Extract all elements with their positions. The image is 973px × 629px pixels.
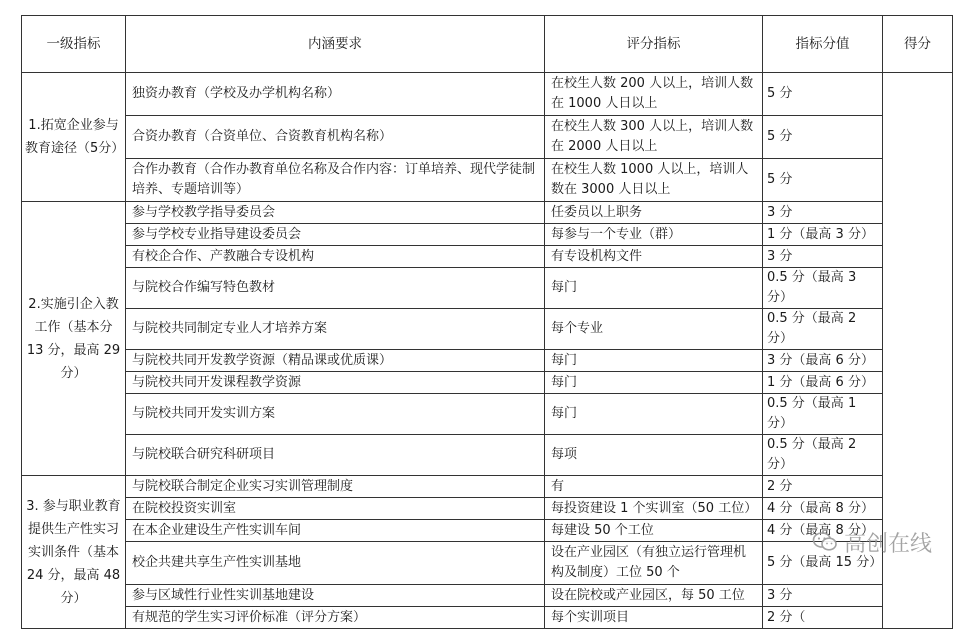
score-value-cell: 5 分	[763, 116, 883, 159]
watermark-text: 高创在线	[844, 531, 933, 557]
requirement-cell: 与院校共同制定专业人才培养方案	[126, 309, 545, 350]
score-value-cell: 1 分（最高 6 分）	[763, 372, 883, 394]
requirement-cell: 校企共建共享生产性实训基地	[126, 542, 545, 585]
score-value-cell: 3 分	[763, 585, 883, 607]
criteria-cell: 每个实训项目	[545, 607, 763, 629]
score-value-cell: 0.5 分（最高 3 分）	[763, 268, 883, 309]
category-cell: 3. 参与职业教育 提供生产性实习实训条件（基本 24 分，最高 48 分）	[22, 476, 126, 629]
score-value-cell: 3 分	[763, 246, 883, 268]
score-value-cell: 2 分	[763, 476, 883, 498]
table-row	[22, 202, 953, 224]
requirement-cell: 参与学校教学指导委员会	[126, 202, 545, 224]
evaluation-table	[21, 15, 953, 629]
table-row	[22, 520, 953, 542]
table-row	[22, 372, 953, 394]
criteria-cell: 有专设机构文件	[545, 246, 763, 268]
criteria-cell: 每投资建设 1 个实训室（50 工位）	[545, 498, 763, 520]
criteria-cell: 有	[545, 476, 763, 498]
requirement-cell: 与院校合作编写特色教材	[126, 268, 545, 309]
score-value-cell: 2 分（	[763, 607, 883, 629]
table-row	[22, 73, 953, 116]
score-value-cell: 5 分	[763, 159, 883, 202]
criteria-cell: 每参与一个专业（群）	[545, 224, 763, 246]
criteria-cell: 每建设 50 个工位	[545, 520, 763, 542]
criteria-cell: 每门	[545, 350, 763, 372]
requirement-cell: 合作办教育（合作办教育单位名称及合作内容：订单培养、现代学徒制培养、专题培训等）	[126, 159, 545, 202]
evaluation-table-wrapper	[21, 15, 953, 629]
table-row	[22, 268, 953, 309]
score-value-cell: 3 分（最高 6 分）	[763, 350, 883, 372]
header-category: 一级指标	[22, 16, 126, 73]
earned-score-cell[interactable]	[883, 73, 953, 629]
table-row	[22, 116, 953, 159]
category-cell: 2.实施引企入教工作（基本分 13 分，最高 29 分）	[22, 202, 126, 476]
requirement-cell: 有规范的学生实习评价标准（评分方案）	[126, 607, 545, 629]
requirement-cell: 与院校共同开发课程教学资源	[126, 372, 545, 394]
criteria-cell: 在校生人数 300 人以上，培训人数在 2000 人日以上	[545, 116, 763, 159]
criteria-cell: 每门	[545, 268, 763, 309]
header-requirement: 内涵要求	[126, 16, 545, 73]
requirement-cell: 与院校共同开发实训方案	[126, 394, 545, 435]
criteria-cell: 设在产业园区（有独立运行管理机构及制度）工位 50 个	[545, 542, 763, 585]
table-row	[22, 159, 953, 202]
requirement-cell: 与院校联合研究科研项目	[126, 435, 545, 476]
score-value-cell: 5 分（最高 15 分）	[763, 542, 883, 585]
criteria-cell: 在校生人数 1000 人以上，培训人数在 3000 人日以上	[545, 159, 763, 202]
score-value-cell: 1 分（最高 3 分）	[763, 224, 883, 246]
table-header-row	[22, 16, 953, 73]
criteria-cell: 任委员以上职务	[545, 202, 763, 224]
requirement-cell: 独资办教育（学校及办学机构名称）	[126, 73, 545, 116]
requirement-cell: 在院校投资实训室	[126, 498, 545, 520]
criteria-cell: 每个专业	[545, 309, 763, 350]
header-criteria: 评分指标	[545, 16, 763, 73]
requirement-cell: 在本企业建设生产性实训车间	[126, 520, 545, 542]
header-earned-score: 得分	[883, 16, 953, 73]
header-score-value: 指标分值	[763, 16, 883, 73]
score-value-cell: 4 分（最高 8 分）	[763, 498, 883, 520]
table-row	[22, 542, 953, 585]
table-row	[22, 476, 953, 498]
table-row	[22, 350, 953, 372]
criteria-cell: 设在院校或产业园区，每 50 工位	[545, 585, 763, 607]
score-value-cell: 0.5 分（最高 2 分）	[763, 309, 883, 350]
criteria-cell: 每项	[545, 435, 763, 476]
category-cell: 1.拓宽企业参与教育途径（5分）	[22, 73, 126, 202]
requirement-cell: 合资办教育（合资单位、合资教育机构名称）	[126, 116, 545, 159]
criteria-cell: 在校生人数 200 人以上，培训人数在 1000 人日以上	[545, 73, 763, 116]
requirement-cell: 有校企合作、产教融合专设机构	[126, 246, 545, 268]
score-value-cell: 0.5 分（最高 1 分）	[763, 394, 883, 435]
table-row	[22, 394, 953, 435]
table-row	[22, 309, 953, 350]
table-row	[22, 246, 953, 268]
table-row	[22, 435, 953, 476]
requirement-cell: 与院校共同开发教学资源（精品课或优质课）	[126, 350, 545, 372]
requirement-cell: 参与学校专业指导建设委员会	[126, 224, 545, 246]
requirement-cell: 参与区域性行业性实训基地建设	[126, 585, 545, 607]
table-row	[22, 585, 953, 607]
score-value-cell: 4 分（最高 8 分）	[763, 520, 883, 542]
score-value-cell: 5 分	[763, 73, 883, 116]
requirement-cell: 与院校联合制定企业实习实训管理制度	[126, 476, 545, 498]
score-value-cell: 3 分	[763, 202, 883, 224]
table-row	[22, 224, 953, 246]
criteria-cell: 每门	[545, 394, 763, 435]
criteria-cell: 每门	[545, 372, 763, 394]
table-row	[22, 607, 953, 629]
score-value-cell: 0.5 分（最高 2 分）	[763, 435, 883, 476]
table-row	[22, 498, 953, 520]
